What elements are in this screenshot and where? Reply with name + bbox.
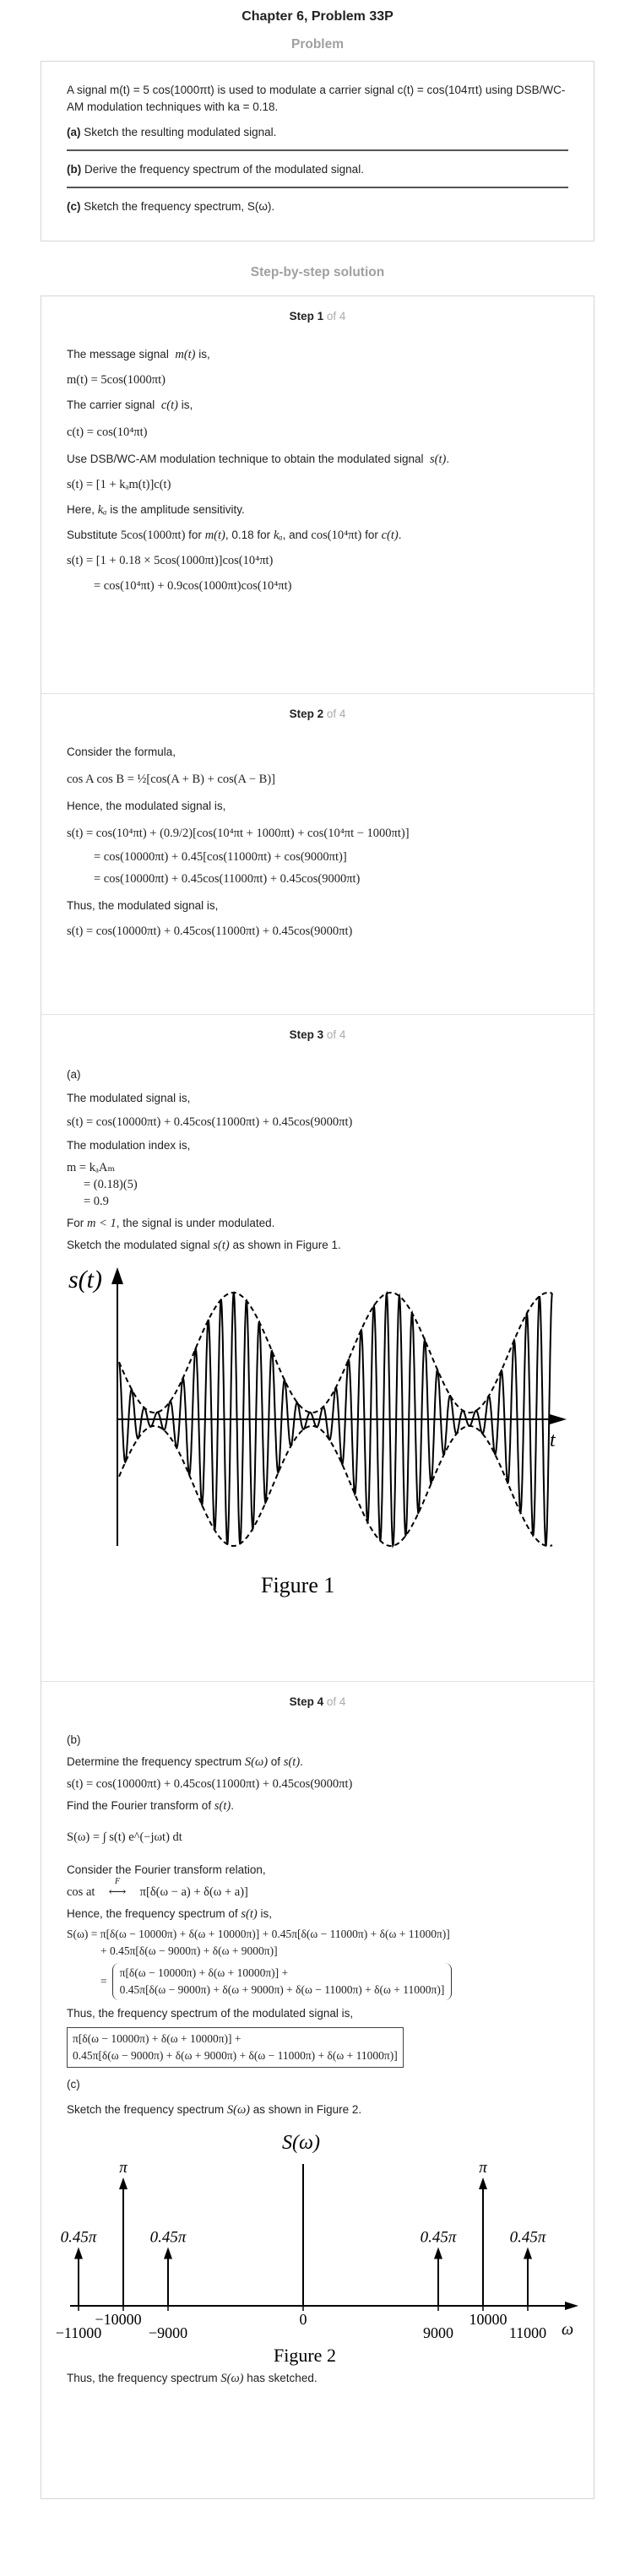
step-text: The message signal m(t) is, (67, 348, 210, 361)
step-text: For m < 1, the signal is under modulated. (67, 1217, 275, 1230)
stem-label: 0.45π (149, 2228, 187, 2247)
tick-label: 10000 (469, 2311, 507, 2328)
step-text: Thus, the frequency spectrum of the modulated signal is, (67, 2007, 354, 2020)
solution-card (41, 296, 594, 2499)
equation: = (0.18)(5) (84, 1178, 138, 1191)
figure-2-ylabel: S(ω) (282, 2132, 320, 2154)
tick-label: 9000 (423, 2324, 453, 2341)
tick-label: 0 (299, 2311, 307, 2328)
step-text: Hence, the modulated signal is, (67, 800, 226, 812)
figure-1-ylabel: s(t) (68, 1266, 102, 1293)
problem-card (41, 61, 594, 241)
envelope-lower (119, 1426, 552, 1546)
equation: + 0.45π[δ(ω − 9000π) + δ(ω + 9000π)] (100, 1944, 278, 1957)
step-text: Determine the frequency spectrum S(ω) of s(t). (67, 1755, 303, 1769)
part-label: (c) (67, 2078, 80, 2091)
x-axis-arrow (565, 2302, 578, 2310)
boxed-result: π[δ(ω − 10000π) + δ(ω + 10000π)] + 0.45π[δ(ω − 9000π) + δ(ω + 9000π) + δ(ω − 11000π) + δ(ω + 11000π)] (67, 2027, 404, 2068)
equation: S(ω) = π[δ(ω − 10000π) + δ(ω + 10000π)] + 0.45π[δ(ω − 11000π) + δ(ω + 11000π)] (67, 1928, 450, 1940)
stem-label: π (119, 2159, 128, 2177)
stem-arrow (119, 2177, 128, 2189)
equation: s(t) = cos(10000πt) + 0.45cos(11000πt) + 0.45cos(9000πt) (67, 1115, 353, 1129)
equation: c(t) = cos(10⁴πt) (67, 426, 148, 439)
figure-1-modulated-signal (67, 1259, 573, 1613)
step-text: Find the Fourier transform of s(t). (67, 1799, 234, 1813)
figure-1-xlabel: t (550, 1429, 556, 1451)
figure-1-caption: Figure 1 (261, 1573, 335, 1597)
step-2 (41, 693, 594, 1014)
equation: s(t) = cos(10⁴πt) + (0.9/2)[cos(10⁴πt + 1000πt) + cos(10⁴πt − 1000πt)] (67, 827, 410, 840)
step-text: Here, kₐ is the amplitude sensitivity. (67, 503, 245, 517)
step-4-header: Step 4 of 4 (289, 1695, 346, 1708)
step-text: Thus, the frequency spectrum S(ω) has sketched. (67, 2372, 318, 2385)
figure-2-caption: Figure 2 (274, 2345, 336, 2366)
problem-part-a: (a) Sketch the resulting modulated signal. (67, 126, 277, 138)
equation: s(t) = [1 + 0.18 × 5cos(1000πt)]cos(10⁴πt) (67, 554, 274, 567)
equation: cos at F ⟷ π[δ(ω − a) + δ(ω + a)] (67, 1877, 248, 1899)
step-text: Sketch the frequency spectrum S(ω) as shown in Figure 2. (67, 2103, 362, 2117)
y-axis-arrow (111, 1267, 123, 1284)
step-text: Sketch the modulated signal s(t) as shown in Figure 1. (67, 1239, 341, 1252)
equation: cos A cos B = ½[cos(A + B) + cos(A − B)] (67, 773, 275, 786)
problem-intro: A signal m(t) = 5 cos(1000πt) is used to modulate a carrier signal c(t) = cos(104πt) using DSB/WC-AM modulation techniques with ka = 0.18. (67, 84, 566, 113)
x-axis-arrow (550, 1414, 567, 1424)
equation: = cos(10000πt) + 0.45cos(11000πt) + 0.45cos(9000πt) (94, 872, 361, 886)
step-text: The modulated signal is, (67, 1092, 191, 1104)
part-label: (b) (67, 1733, 81, 1746)
divider (67, 149, 568, 151)
equation: s(t) = [1 + kₐm(t)]c(t) (67, 478, 171, 491)
problem-heading: Problem (290, 37, 344, 52)
step-text: Use DSB/WC-AM modulation technique to obtain the modulated signal s(t). (67, 453, 450, 466)
equation: π[δ(ω − 10000π) + δ(ω + 10000π)] + 0.45π[δ(ω − 9000π) + δ(ω + 9000π) + δ(ω − 11000π) + δ(ω + 11000π)] (112, 1963, 453, 2000)
divider (67, 187, 568, 188)
step-3 (41, 1014, 594, 1681)
step-text: Thus, the modulated signal is, (67, 899, 219, 912)
step-1-header: Step 1 of 4 (289, 310, 346, 323)
stem-arrow (74, 2248, 83, 2259)
step-2-header: Step 2 of 4 (289, 708, 346, 720)
stem-label: π (479, 2159, 487, 2177)
figure-2-spectrum (55, 2123, 590, 2368)
solution-heading: Step-by-step solution (250, 265, 385, 279)
tick-label: −9000 (148, 2324, 188, 2341)
stem-label: 0.45π (420, 2228, 457, 2247)
stem-arrow (479, 2177, 487, 2189)
stem-arrow (164, 2248, 172, 2259)
step-text: Consider the formula, (67, 746, 176, 758)
equation: m = kₐAₘ (67, 1161, 116, 1174)
tick-label: −11000 (55, 2324, 102, 2341)
tick-label: −10000 (95, 2311, 142, 2328)
tick-label: 11000 (508, 2324, 547, 2341)
equation: = cos(10000πt) + 0.45[cos(11000πt) + cos(9000πt)] (94, 850, 347, 864)
step-text: The carrier signal c(t) is, (67, 399, 193, 412)
equation: = 0.9 (84, 1195, 109, 1208)
page-title: Chapter 6, Problem 33P (242, 9, 393, 24)
equation: = cos(10⁴πt) + 0.9cos(1000πt)cos(10⁴πt) (94, 579, 292, 593)
step-text: Substitute 5cos(1000πt) for m(t), 0.18 for kₐ, and cos(10⁴πt) for c(t). (67, 529, 402, 542)
step-text: Consider the Fourier transform relation, (67, 1863, 266, 1876)
equation: s(t) = cos(10000πt) + 0.45cos(11000πt) + 0.45cos(9000πt) (67, 1777, 353, 1791)
part-label: (a) (67, 1068, 81, 1081)
stem-arrow (434, 2248, 442, 2259)
stem-label: 0.45π (60, 2228, 97, 2247)
figure-2-xlabel: ω (562, 2320, 574, 2339)
step-1 (41, 296, 594, 693)
step-3-header: Step 3 of 4 (289, 1028, 346, 1041)
step-4: Step 4 of 4 (b) Determine the frequency spectrum S(ω) of s(t). s(t) = cos(10000πt) + 0.45cos(11000πt) + 0.45cos(9000πt) Find the Fourier transform of s(t). S(ω) = ∫ s(t) e^(−jωt) dt Consider the Fourier transform relation, cos at F ⟷ π[δ(ω − a) + δ(ω + a)] Hence, the frequency spectrum of s(t) is, S(ω) = π[δ(ω − 10000π) + δ(ω + 10000π)] + 0.45π[δ(ω − 11000π) + δ(ω + 11000π)] + 0.45π[δ(ω − 9000π) + δ(ω + 9000π)] = π[δ(ω − 10000π) + δ(ω + 10000π)] + 0.45π[δ(ω − 9000π) + δ(ω + 9000π) + δ(ω − 11000π) + δ(ω + 11000π)] Thus, the frequency spectrum of the modulated signal is, π[δ(ω − 10000π) + δ(ω + 10000π)] + 0.45π[δ(ω − 9000π) + δ(ω + 9000π) + δ(ω − 11000π) + δ(ω + 11000π)] (c) Sketch the frequency spectrum S(ω) as shown in Figure 2. S(ω) ω 0.45π π 0.45π 0.45π π 0.45π −11000 −10000 −9000 0 9000 10000 11000 Figure 2 Thus, the frequency spectrum S(ω) has sketched. (41, 1681, 594, 2498)
equation: s(t) = cos(10000πt) + 0.45cos(11000πt) + 0.45cos(9000πt) (67, 925, 353, 938)
step-text: The modulation index is, (67, 1139, 191, 1152)
problem-part-c: (c) Sketch the frequency spectrum, S(ω). (67, 200, 275, 213)
equation: m(t) = 5cos(1000πt) (67, 373, 166, 387)
stem-arrow (524, 2248, 532, 2259)
step-text: Hence, the frequency spectrum of s(t) is, (67, 1907, 272, 1921)
stem-label: 0.45π (509, 2228, 546, 2247)
problem-part-b: (b) Derive the frequency spectrum of the modulated signal. (67, 163, 364, 176)
equation: S(ω) = ∫ s(t) e^(−jωt) dt (67, 1830, 182, 1844)
